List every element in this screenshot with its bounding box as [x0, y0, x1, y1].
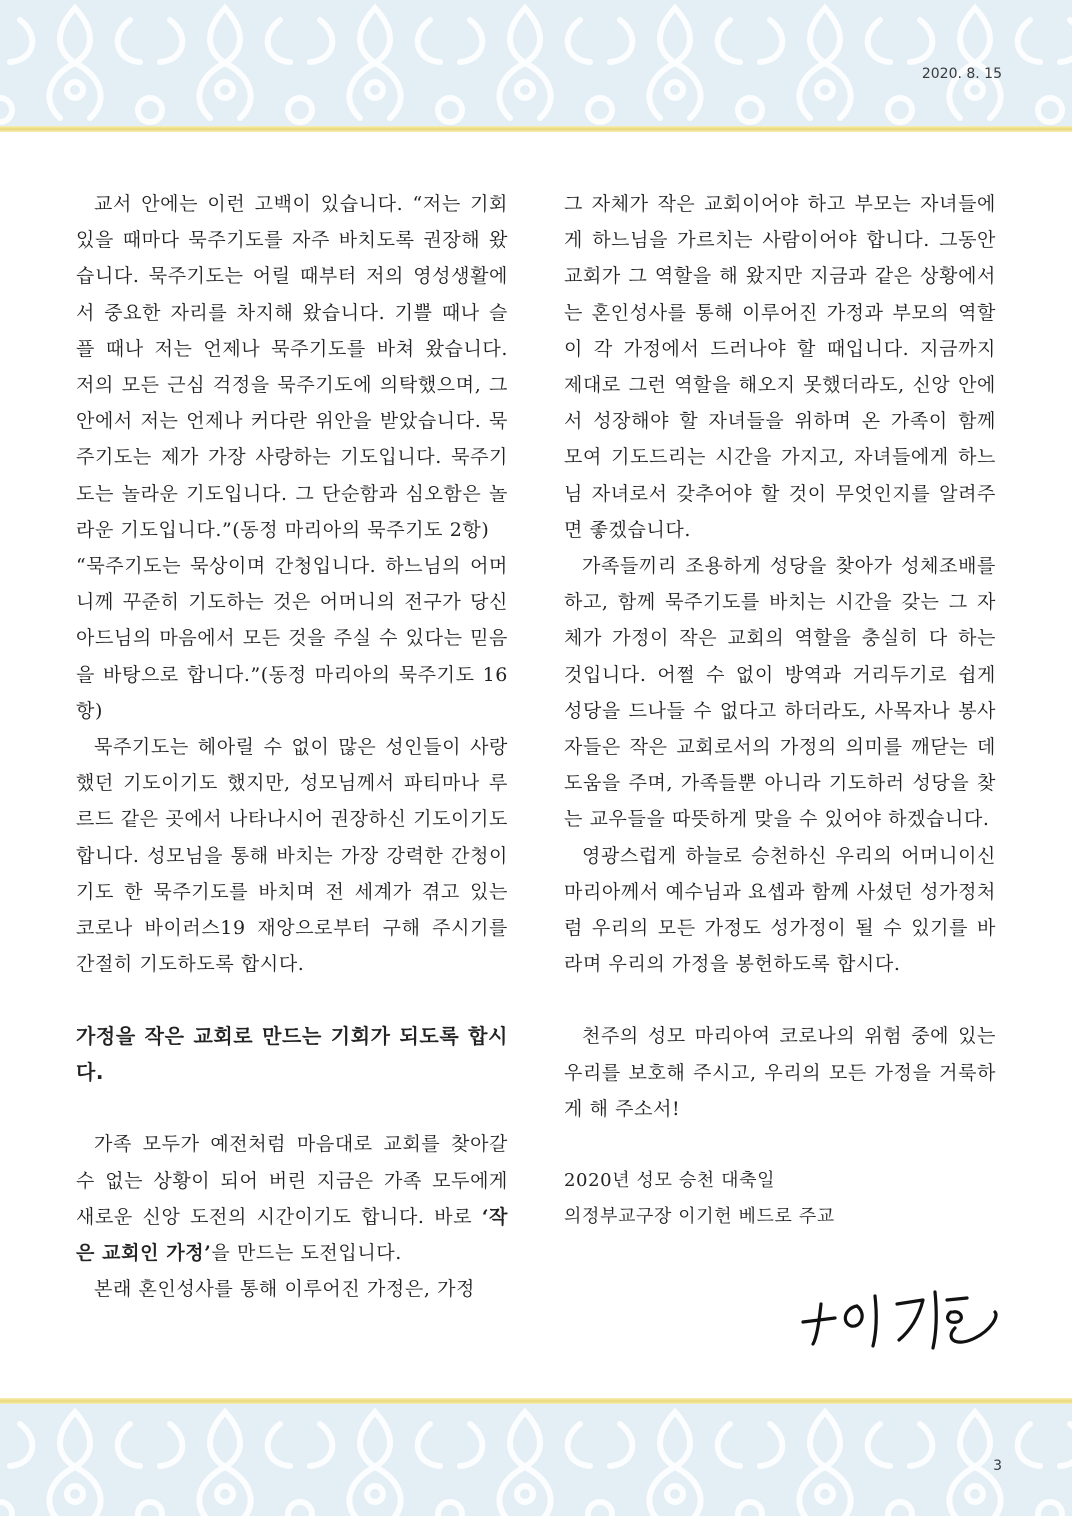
right-column — [564, 186, 996, 1235]
top-gold-rule — [0, 126, 1072, 132]
issue-date: 2020. 8. 15 — [921, 66, 1002, 82]
paragraph: “묵주기도는 묵상이며 간청입니다. 하느님의 어머니께 꾸준히 기도하는 것은 어머니의 전구가 당신 아드님의 마음에서 모든 것을 주실 수 있다는 믿음을 바탕으로 합니다.”(동정 마리아의 묵주기도 16항) — [76, 555, 508, 722]
paragraph — [76, 1126, 508, 1271]
paragraph: 영광스럽게 하늘로 승천하신 우리의 어머니이신 마리아께서 예수님과 요셉과 함께 사셨던 성가정처럼 우리의 모든 가정도 성가정이 될 수 있기를 바라며 우리의 가정을 봉헌하도록 합시다. — [564, 844, 996, 976]
paragraph: 교서 안에는 이런 고백이 있습니다. “저는 기회 있을 때마다 묵주기도를 자주 바치도록 권장해 왔습니다. 묵주기도는 어릴 때부터 저의 영성생활에서 중요한 자리를 차지해 왔습니다. 기쁠 때나 슬플 때나 저는 언제나 묵주기도를 바쳐 왔습니다. 저의 모든 근심 걱정을 묵주기도에 의탁했으며, 그 안에서 저는 언제나 커다란 위안을 받았습니다. 묵주기도는 제가 가장 사랑하는 기도입니다. 묵주기도는 놀라운 기도입니다. 그 단순함과 심오함은 놀라운 기도입니다.”(동정 마리아의 묵주기도 2항) — [76, 193, 508, 541]
sign-date: 2020년 성모 승천 대축일 — [564, 1170, 776, 1192]
handwritten-signature — [795, 1282, 1005, 1362]
paragraph: 천주의 성모 마리아여 코로나의 위험 중에 있는 우리를 보호해 주시고, 우리의 모든 가정을 거룩하게 해 주소서! — [564, 1025, 996, 1120]
top-ornament-band — [0, 0, 1072, 126]
emphasis-text: ‘작은 교회인 가정’ — [76, 1205, 508, 1265]
paragraph: 본래 혼인성사를 통해 이루어진 가정은, 가정 — [94, 1278, 476, 1301]
paragraph-text: 을 만드는 도전입니다. — [211, 1242, 402, 1265]
paragraph: 묵주기도는 헤아릴 수 없이 많은 성인들이 사랑했던 기도이기도 했지만, 성모님께서 파티마나 루르드 같은 곳에서 나타나시어 권장하신 기도이기도 합니다. 성모님을 통해 바치는 가장 강력한 간청이기도 한 묵주기도를 바치며 전 세계가 겪고 있는 코로나 바이러스19 재앙으로부터 구해 주시기를 간절히 기도하도록 합시다. — [76, 736, 508, 976]
sign-name: 의정부교구장 이기헌 베드로 주교 — [564, 1206, 835, 1228]
page-number: 3 — [993, 1458, 1002, 1474]
paragraph-text: 가족 모두가 예전처럼 마음대로 교회를 찾아갈 수 없는 상황이 되어 버린 지금은 가족 모두에게 새로운 신앙 도전의 시간이기도 합니다. 바로 — [76, 1133, 508, 1228]
bottom-ornament-band — [0, 1404, 1072, 1516]
left-column — [76, 186, 508, 1307]
paragraph: 그 자체가 작은 교회이어야 하고 부모는 자녀들에게 하느님을 가르치는 사람이어야 합니다. 그동안 교회가 그 역할을 해 왔지만 지금과 같은 상황에서는 혼인성사를 통해 이루어진 가정과 부모의 역할이 각 가정에서 드러나야 할 때입니다. 지금까지 제대로 그런 역할을 해오지 못했더라도, 신앙 안에서 성장해야 할 자녀들을 위하며 온 가족이 함께 모여 기도드리는 시간을 가지고, 자녀들에게 하느님 자녀로서 갖추어야 할 것이 무엇인지를 알려주면 좋겠습니다. — [564, 193, 996, 541]
paragraph: 가족들끼리 조용하게 성당을 찾아가 성체조배를 하고, 함께 묵주기도를 바치는 시간을 갖는 그 자체가 가정이 작은 교회의 역할을 충실히 다 하는 것입니다. 어쩔 수 없이 방역과 거리두기로 쉽게 성당을 드나들 수 없다고 하더라도, 사목자나 봉사자들은 작은 교회로서의 가정의 의미를 깨닫는 데 도움을 주며, 가족들뿐 아니라 기도하러 성당을 찾는 교우들을 따뜻하게 맞을 수 있어야 하겠습니다. — [564, 555, 996, 831]
section-heading: 가정을 작은 교회로 만드는 기회가 되도록 합시다. — [76, 1024, 508, 1085]
